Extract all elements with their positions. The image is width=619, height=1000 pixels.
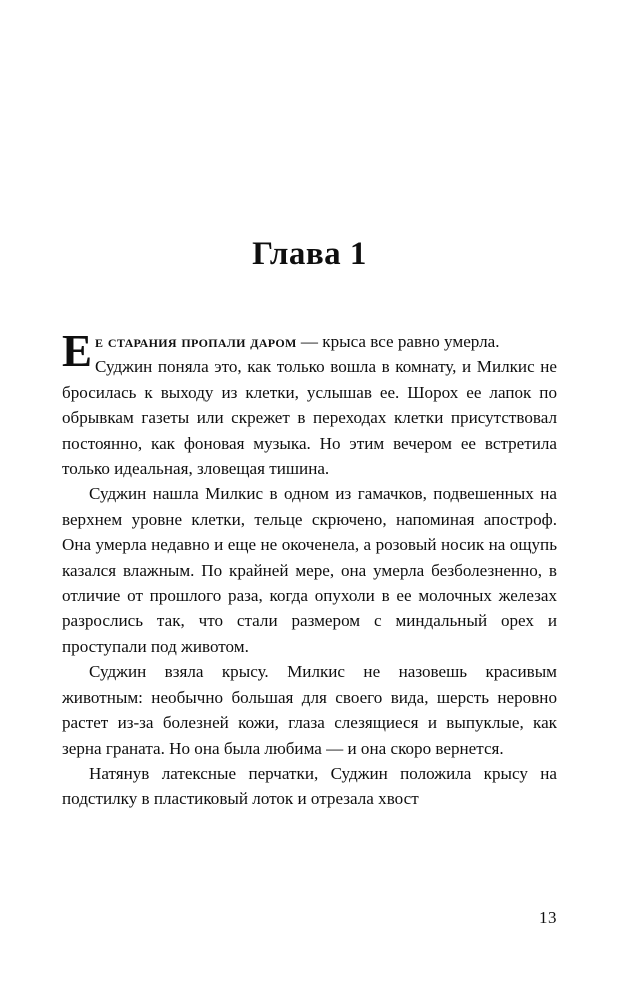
paragraph-1 [62,326,557,376]
body-text [62,326,557,812]
paragraph-3: Суджин нашла Милкис в одном из гамачков, подвешенных на верхнем уровне клетки, тельце скрючено, напоминая апостроф. Она умерла недавно и еще не окоченела, а розовый носик на ощупь казался влажным. По крайней мере, она умерла безболезненно, в отличие от прошлого раза, когда опухоли в ее молочных железах разрослись так, что стали размером с миндальный орех и проступали под животом. [62,484,557,656]
opening-rest: — крыса все равно умерла. [296,332,500,351]
paragraph-2: Суджин поняла это, как только вошла в комнату, и Милкис не бросилась к выходу из клетки, услышав ее. Шорох ее лапок по обрывкам газеты или скрежет в переходах клетки присутствовал постоянно, как фоновая музыка. Но этим вечером ее встретила только идеальная, зловещая тишина. [62,357,557,479]
paragraph-4: Суджин взяла крысу. Милкис не назовешь красивым животным: необычно большая для своего вида, шерсть неровно растет из-за болезней кожи, глаза слезящиеся и выпуклые, как зерна граната. Но она была любима — и она скоро вернется. [62,662,557,758]
drop-cap: Е [62,326,93,376]
opening-small-caps: е старания пропали даром [95,332,297,351]
paragraph-5: Натянув латексные перчатки, Суджин положила крысу на подстилку в пластиковый лоток и отрезала хвост [62,763,557,809]
page-number: 13 [539,908,557,927]
page-title: Глава 1 [252,236,367,272]
